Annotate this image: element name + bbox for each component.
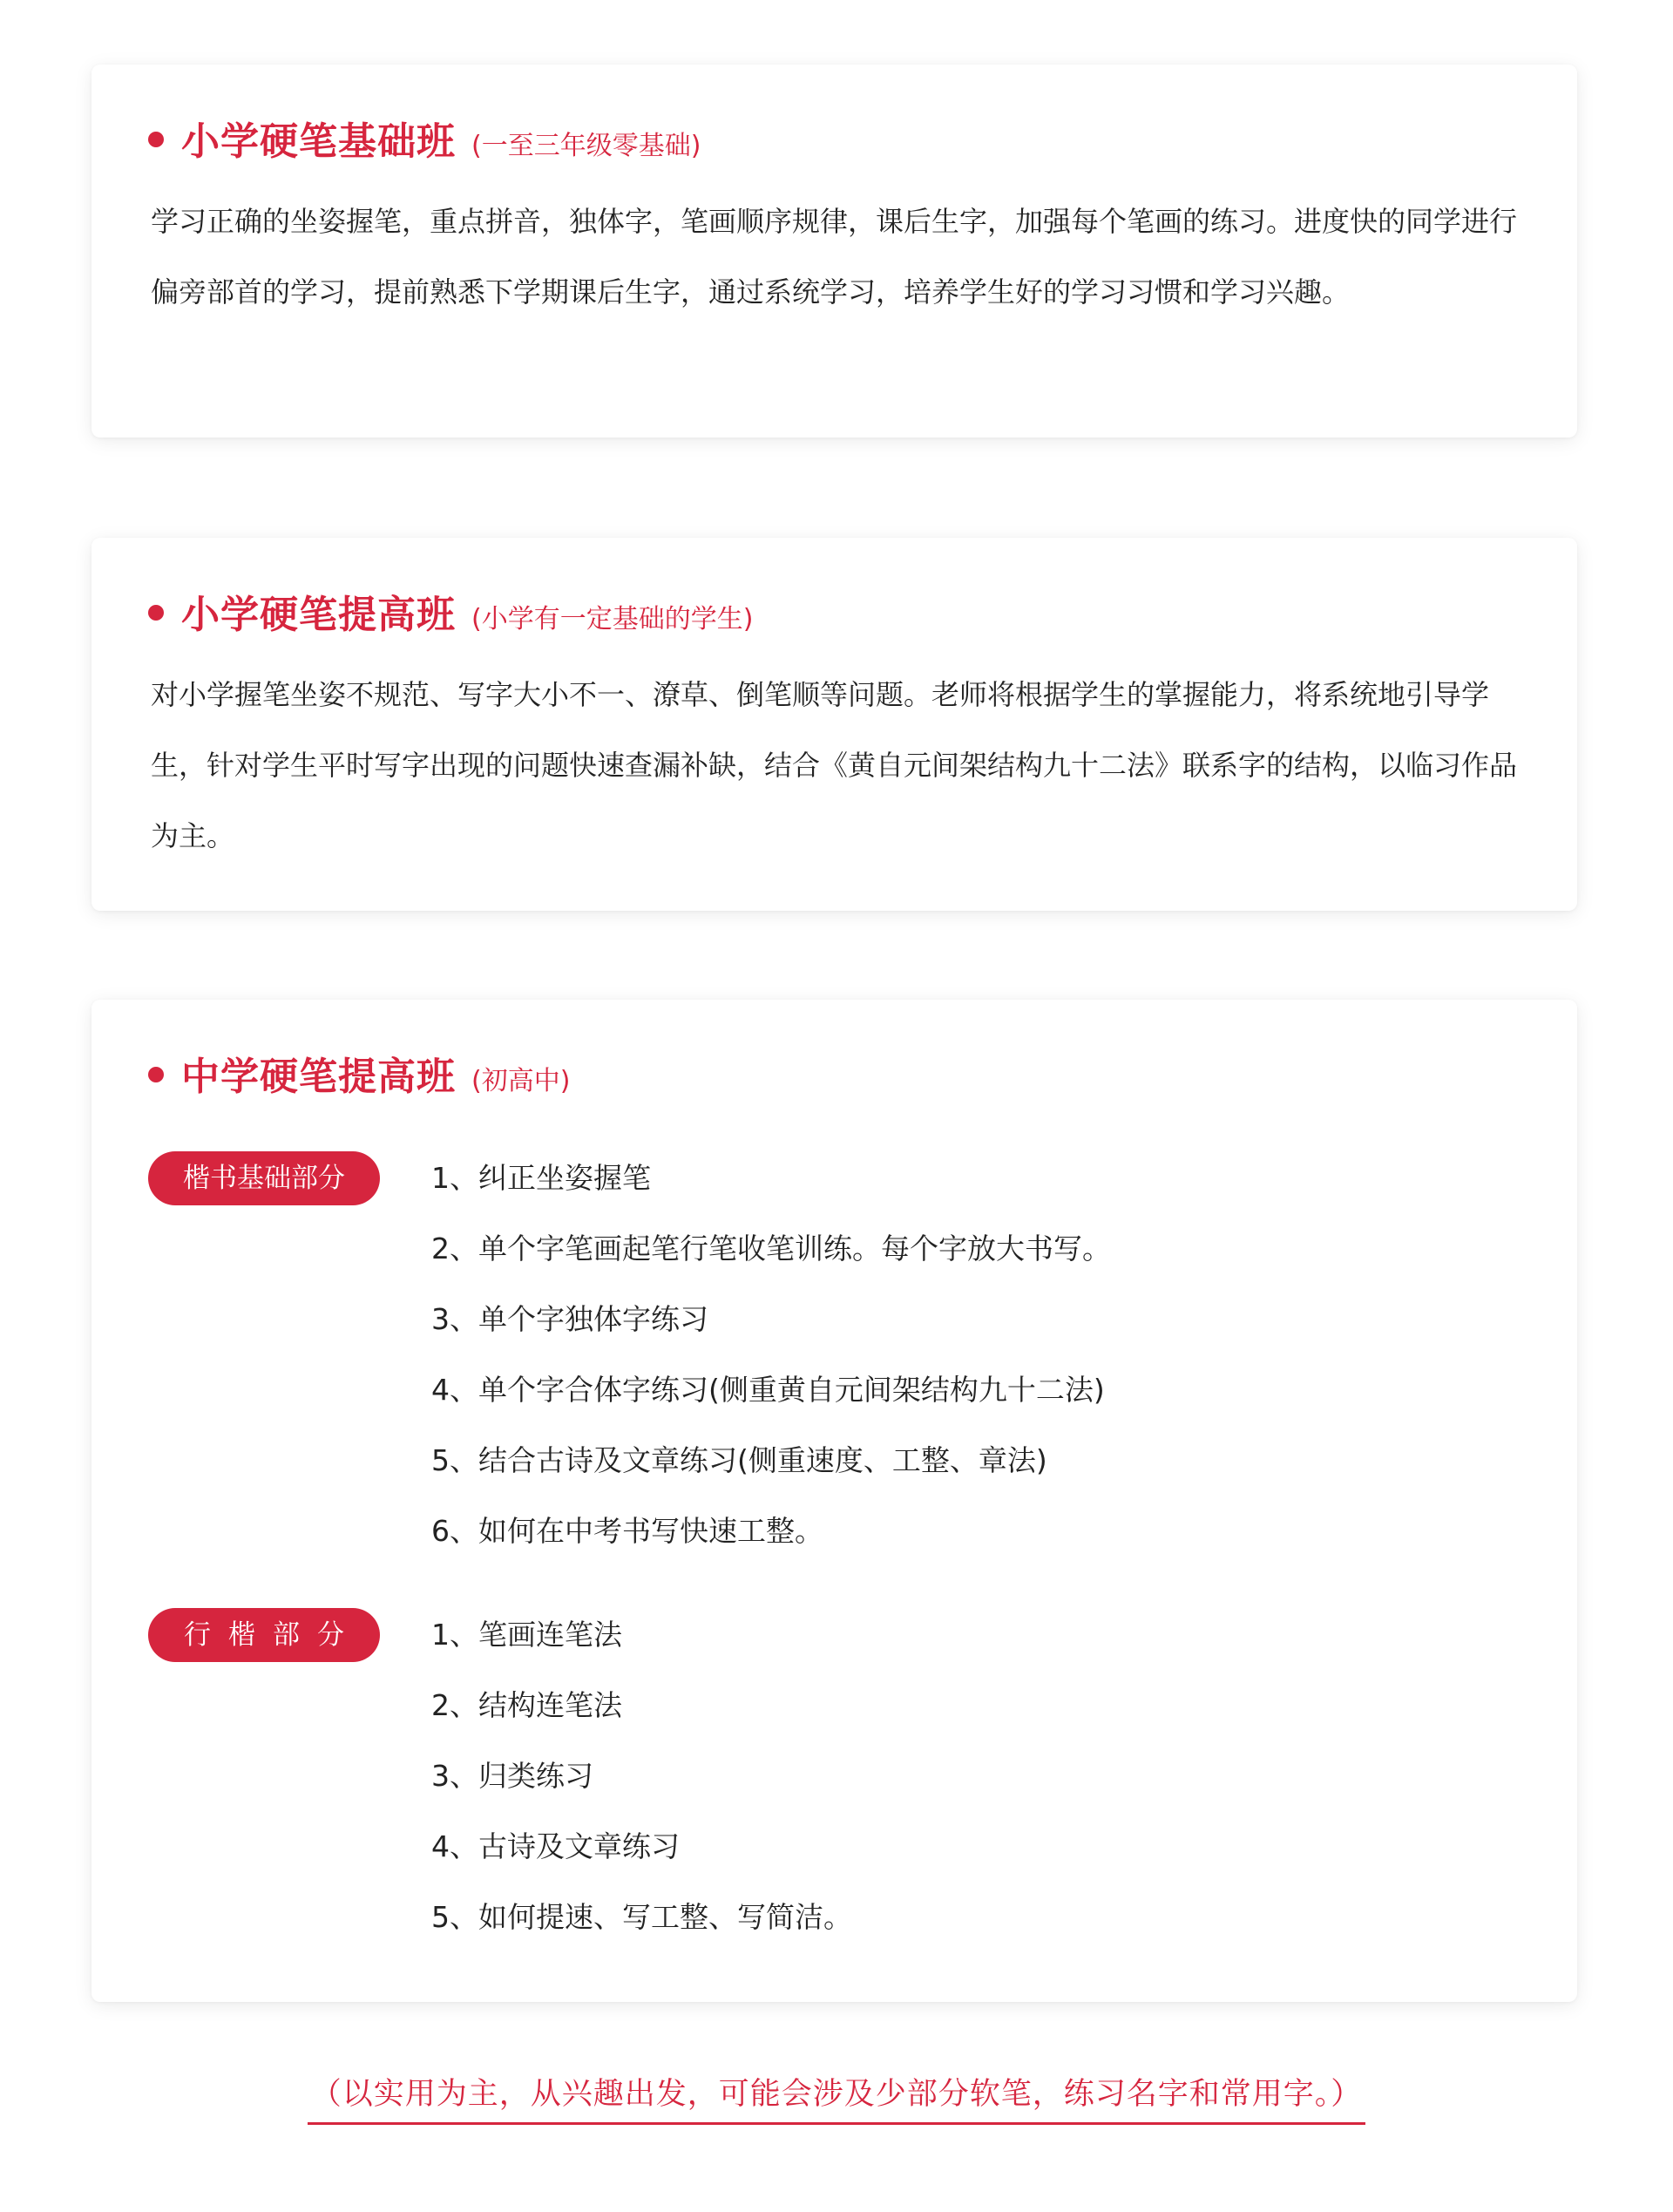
course-subtitle: (一至三年级零基础) bbox=[471, 131, 701, 161]
list-item: 1、纠正坐姿握笔 bbox=[431, 1161, 651, 1195]
list-item: 4、古诗及文章练习 bbox=[431, 1829, 680, 1863]
xingkai-item-list bbox=[431, 1599, 1521, 1952]
course-description: 对小学握笔坐姿不规范、写字大小不一、潦草、倒笔顺等问题。老师将根据学生的掌握能力，将系统地引导学生，针对学生平时写字出现的问题快速查漏补缺，结合《黄自元间架结构九十二法》联系字的结构，以临习作品为主。 bbox=[151, 678, 1518, 852]
course-title: 中学硬笔提高班 bbox=[181, 1055, 456, 1099]
list-item: 4、单个字合体字练习(侧重黄自元间架结构九十二法) bbox=[431, 1373, 1105, 1407]
bullet-dot-icon bbox=[148, 605, 164, 621]
course-card-primary-basic bbox=[91, 64, 1577, 438]
list-item: 5、如何提速、写工整、写简洁。 bbox=[431, 1900, 852, 1934]
course-subtitle: (小学有一定基础的学生) bbox=[471, 604, 754, 634]
list-item: 3、单个字独体字练习 bbox=[431, 1302, 708, 1336]
list-item: 2、单个字笔画起笔行笔收笔训练。每个字放大书写。 bbox=[431, 1232, 1111, 1265]
section-badge-kaishu: 楷书基础部分 bbox=[148, 1151, 380, 1205]
section-badge-xingkai: 行楷部分 bbox=[148, 1608, 380, 1662]
course-subtitle: (初高中) bbox=[471, 1066, 571, 1096]
course-title: 小学硬笔基础班 bbox=[181, 119, 456, 164]
list-item: 5、结合古诗及文章练习(侧重速度、工整、章法) bbox=[431, 1443, 1047, 1477]
course-card-middle-advanced bbox=[91, 1000, 1577, 2002]
bullet-dot-icon bbox=[148, 132, 164, 147]
course-description: 学习正确的坐姿握笔，重点拼音，独体字，笔画顺序规律，课后生字，加强每个笔画的练习。进度快的同学进行偏旁部首的学习，提前熟悉下学期课后生字，通过系统学习，培养学生好的学习习惯和学习兴趣。 bbox=[151, 205, 1518, 309]
bullet-dot-icon bbox=[148, 1067, 164, 1082]
kaishu-item-list bbox=[431, 1143, 1521, 1566]
card-title-row bbox=[148, 583, 753, 639]
footer-note-wrapper bbox=[0, 2070, 1673, 2125]
course-card-primary-advanced bbox=[91, 538, 1577, 911]
list-item: 3、归类练习 bbox=[431, 1759, 593, 1793]
card-title-row bbox=[148, 1045, 570, 1101]
card-title-row bbox=[148, 110, 701, 166]
footer-note: （以实用为主，从兴趣出发，可能会涉及少部分软笔，练习名字和常用字。） bbox=[308, 2070, 1366, 2125]
course-title: 小学硬笔提高班 bbox=[181, 593, 456, 637]
list-item: 1、笔画连笔法 bbox=[431, 1618, 622, 1652]
list-item: 6、如何在中考书写快速工整。 bbox=[431, 1514, 823, 1548]
list-item: 2、结构连笔法 bbox=[431, 1688, 622, 1722]
